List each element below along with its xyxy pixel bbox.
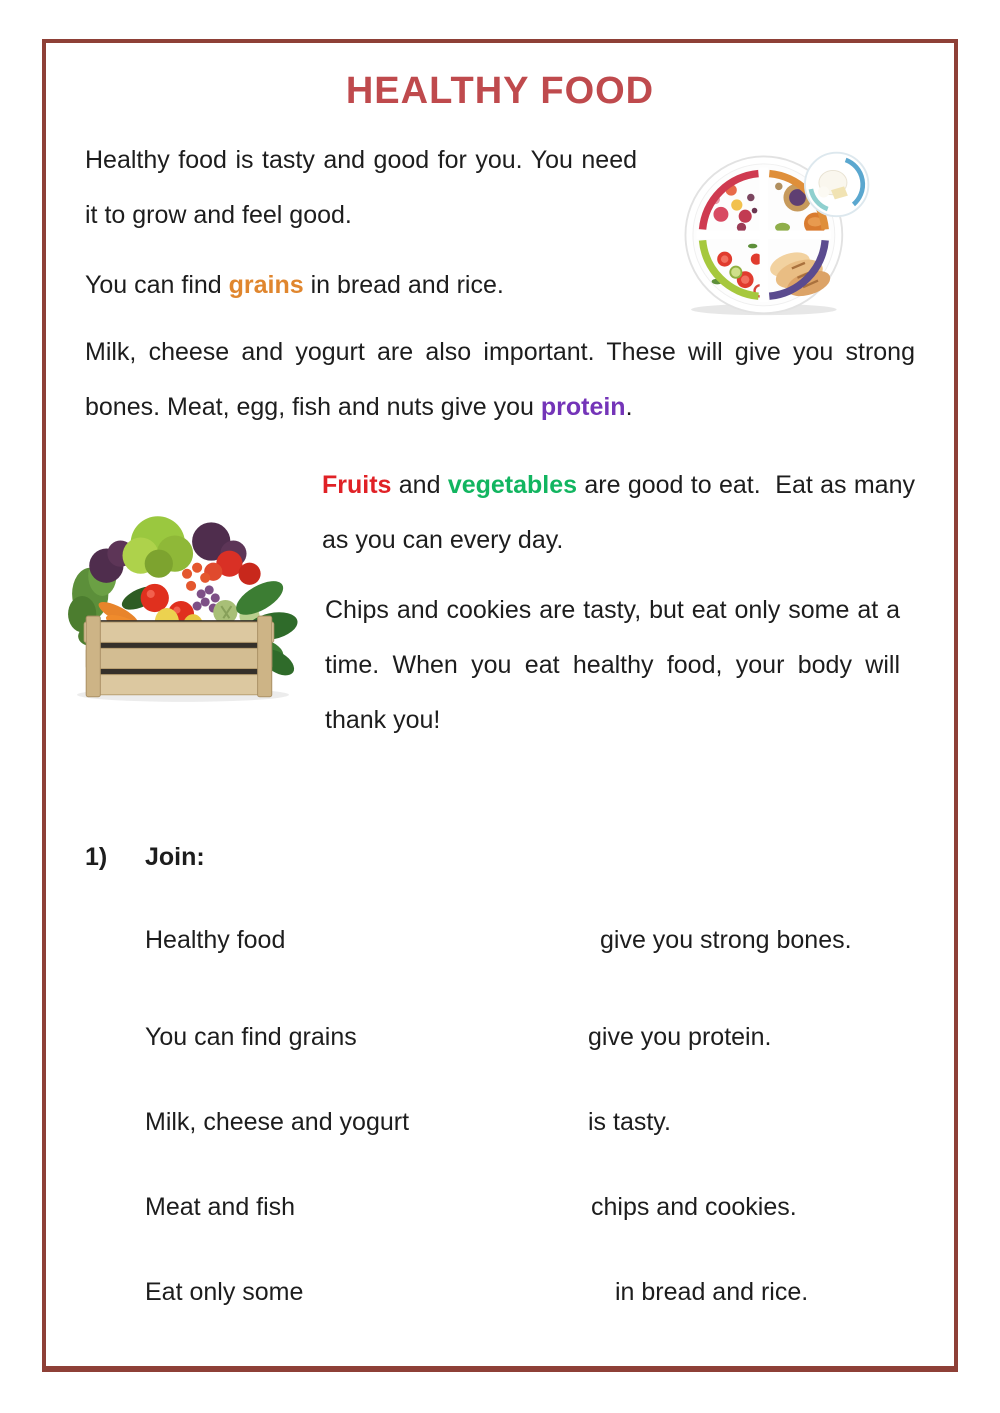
text-segment: protein [540, 393, 626, 421]
exercise-heading [85, 842, 915, 872]
exercise-label: Join: [145, 843, 205, 871]
join-row [145, 1277, 915, 1307]
text-segment: . [625, 393, 633, 421]
exercise-number: 1) [85, 843, 108, 871]
join-left-item[interactable]: You can find grains [145, 1023, 357, 1051]
text-segment: vegetables [447, 471, 578, 499]
text-segment: Fruits [322, 471, 392, 499]
vegetable-crate-image [62, 501, 304, 703]
intro-paragraph-1 [85, 133, 644, 243]
join-left-item[interactable]: Milk, cheese and yogurt [145, 1108, 410, 1136]
join-right-item[interactable]: is tasty. [588, 1108, 671, 1136]
text-segment: You can find [85, 271, 229, 299]
join-row [145, 1022, 915, 1052]
intro-paragraph-3 [85, 325, 922, 435]
intro-paragraph-4 [322, 458, 922, 568]
join-exercise [85, 925, 915, 1307]
food-plate-image [678, 148, 874, 318]
join-right-item[interactable]: in bread and rice. [615, 1278, 809, 1306]
text-segment: in bread and rice. [303, 271, 504, 299]
join-left-item[interactable]: Healthy food [145, 926, 286, 954]
dairy-circle [805, 153, 868, 216]
join-row [145, 925, 915, 955]
join-left-item[interactable]: Eat only some [145, 1278, 304, 1306]
wooden-crate [84, 616, 274, 697]
join-right-item[interactable]: give you strong bones. [600, 926, 852, 954]
page-title: HEALTHY FOOD [345, 70, 655, 112]
text-segment: grains [228, 271, 304, 299]
join-row [145, 1107, 915, 1137]
join-row [145, 1192, 915, 1222]
text-segment: are good to eat. Eat as many as you can every day. [322, 471, 922, 554]
join-right-item[interactable]: chips and cookies. [591, 1193, 797, 1221]
text-segment: Chips and cookies are tasty, but eat only some at a time. When you eat healthy food, your body will thank you! [325, 596, 907, 734]
text-segment: Healthy food is tasty and good for you. You need it to grow and feel good. [85, 146, 644, 229]
join-right-item[interactable]: give you protein. [588, 1023, 772, 1051]
join-left-item[interactable]: Meat and fish [145, 1193, 296, 1221]
worksheet-page [42, 39, 958, 1372]
text-segment: Milk, cheese and yogurt are also important. These will give you strong bones. Meat, egg, fish and nuts give you [85, 338, 922, 421]
text-segment: and [391, 471, 448, 499]
intro-paragraph-5 [325, 583, 907, 748]
